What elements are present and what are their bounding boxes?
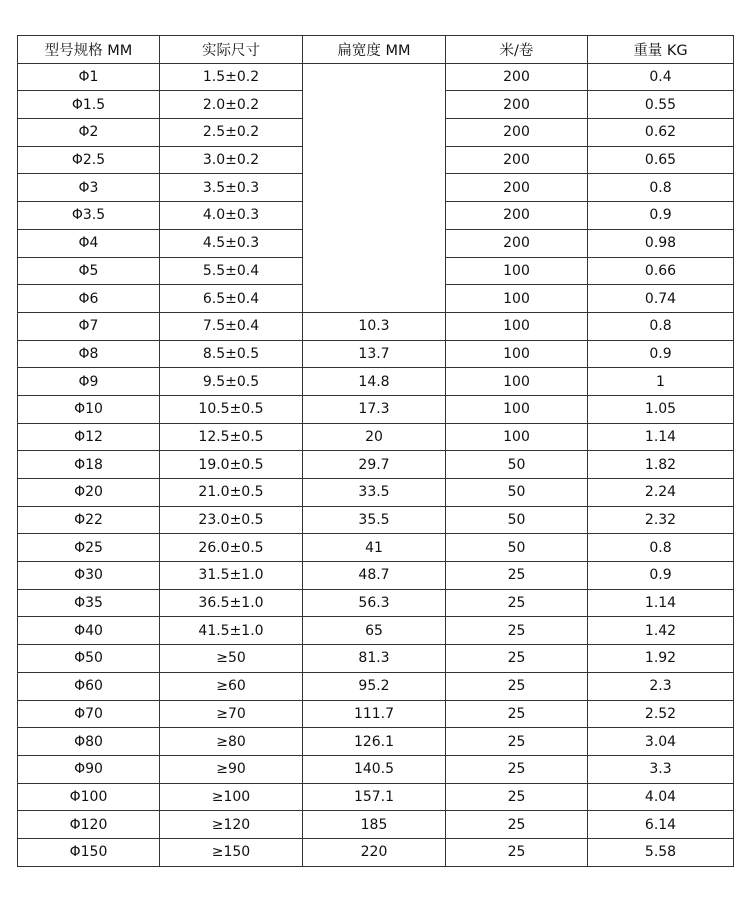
cell-weight: 0.9 xyxy=(588,202,734,230)
cell-spec: Φ10 xyxy=(18,395,160,423)
cell-width-blank xyxy=(303,63,446,312)
cell-size: 31.5±1.0 xyxy=(160,562,303,590)
cell-spec: Φ150 xyxy=(18,838,160,866)
cell-meters: 100 xyxy=(446,257,588,285)
cell-size: 6.5±0.4 xyxy=(160,285,303,313)
cell-meters: 200 xyxy=(446,229,588,257)
cell-meters: 25 xyxy=(446,755,588,783)
table-row xyxy=(18,479,734,507)
cell-spec: Φ7 xyxy=(18,312,160,340)
cell-spec: Φ80 xyxy=(18,728,160,756)
cell-spec: Φ12 xyxy=(18,423,160,451)
cell-meters: 100 xyxy=(446,340,588,368)
cell-spec: Φ60 xyxy=(18,672,160,700)
table-row xyxy=(18,340,734,368)
cell-weight: 0.55 xyxy=(588,91,734,119)
cell-meters: 25 xyxy=(446,589,588,617)
table-row xyxy=(18,811,734,839)
cell-weight: 0.8 xyxy=(588,534,734,562)
cell-meters: 200 xyxy=(446,119,588,147)
header-weight: 重量 KG xyxy=(588,36,734,64)
cell-spec: Φ9 xyxy=(18,368,160,396)
cell-weight: 4.04 xyxy=(588,783,734,811)
cell-spec: Φ120 xyxy=(18,811,160,839)
cell-meters: 100 xyxy=(446,368,588,396)
cell-weight: 2.32 xyxy=(588,506,734,534)
cell-size: 4.5±0.3 xyxy=(160,229,303,257)
table-row xyxy=(18,368,734,396)
cell-spec: Φ3.5 xyxy=(18,202,160,230)
cell-width: 220 xyxy=(303,838,446,866)
cell-weight: 0.8 xyxy=(588,312,734,340)
cell-width: 111.7 xyxy=(303,700,446,728)
table-row xyxy=(18,395,734,423)
table-row xyxy=(18,617,734,645)
cell-meters: 25 xyxy=(446,645,588,673)
cell-size: 4.0±0.3 xyxy=(160,202,303,230)
cell-size: 10.5±0.5 xyxy=(160,395,303,423)
cell-width: 95.2 xyxy=(303,672,446,700)
cell-width: 56.3 xyxy=(303,589,446,617)
cell-weight: 0.9 xyxy=(588,562,734,590)
cell-size: 41.5±1.0 xyxy=(160,617,303,645)
cell-size: 36.5±1.0 xyxy=(160,589,303,617)
cell-weight: 6.14 xyxy=(588,811,734,839)
cell-size: 7.5±0.4 xyxy=(160,312,303,340)
cell-weight: 3.3 xyxy=(588,755,734,783)
cell-meters: 50 xyxy=(446,506,588,534)
cell-spec: Φ2.5 xyxy=(18,146,160,174)
cell-size: 2.0±0.2 xyxy=(160,91,303,119)
cell-weight: 1.14 xyxy=(588,589,734,617)
cell-size: 23.0±0.5 xyxy=(160,506,303,534)
table-row xyxy=(18,423,734,451)
cell-weight: 3.04 xyxy=(588,728,734,756)
cell-size: 26.0±0.5 xyxy=(160,534,303,562)
table-row xyxy=(18,63,734,91)
cell-spec: Φ70 xyxy=(18,700,160,728)
cell-meters: 200 xyxy=(446,174,588,202)
table-row xyxy=(18,451,734,479)
cell-spec: Φ1.5 xyxy=(18,91,160,119)
cell-spec: Φ35 xyxy=(18,589,160,617)
cell-size: 3.5±0.3 xyxy=(160,174,303,202)
cell-width: 10.3 xyxy=(303,312,446,340)
cell-meters: 25 xyxy=(446,728,588,756)
cell-spec: Φ100 xyxy=(18,783,160,811)
cell-width: 41 xyxy=(303,534,446,562)
cell-spec: Φ18 xyxy=(18,451,160,479)
cell-spec: Φ40 xyxy=(18,617,160,645)
cell-size: ≥50 xyxy=(160,645,303,673)
table-row xyxy=(18,728,734,756)
cell-width: 35.5 xyxy=(303,506,446,534)
table-row xyxy=(18,562,734,590)
cell-width: 140.5 xyxy=(303,755,446,783)
cell-spec: Φ1 xyxy=(18,63,160,91)
cell-width: 48.7 xyxy=(303,562,446,590)
table-row xyxy=(18,755,734,783)
cell-size: 5.5±0.4 xyxy=(160,257,303,285)
cell-spec: Φ3 xyxy=(18,174,160,202)
cell-size: ≥150 xyxy=(160,838,303,866)
cell-spec: Φ2 xyxy=(18,119,160,147)
cell-size: ≥100 xyxy=(160,783,303,811)
cell-weight: 2.24 xyxy=(588,479,734,507)
cell-meters: 50 xyxy=(446,534,588,562)
cell-size: 8.5±0.5 xyxy=(160,340,303,368)
cell-spec: Φ8 xyxy=(18,340,160,368)
cell-meters: 200 xyxy=(446,91,588,119)
cell-weight: 0.65 xyxy=(588,146,734,174)
table-row xyxy=(18,589,734,617)
header-size: 实际尺寸 xyxy=(160,36,303,64)
cell-size: 19.0±0.5 xyxy=(160,451,303,479)
cell-meters: 100 xyxy=(446,285,588,313)
cell-weight: 1.92 xyxy=(588,645,734,673)
cell-meters: 25 xyxy=(446,838,588,866)
cell-meters: 50 xyxy=(446,479,588,507)
cell-weight: 1.42 xyxy=(588,617,734,645)
cell-width: 33.5 xyxy=(303,479,446,507)
cell-width: 20 xyxy=(303,423,446,451)
cell-width: 29.7 xyxy=(303,451,446,479)
cell-meters: 200 xyxy=(446,63,588,91)
cell-spec: Φ20 xyxy=(18,479,160,507)
cell-weight: 0.62 xyxy=(588,119,734,147)
cell-meters: 25 xyxy=(446,672,588,700)
cell-spec: Φ5 xyxy=(18,257,160,285)
spec-table xyxy=(17,35,734,867)
cell-weight: 1.14 xyxy=(588,423,734,451)
cell-weight: 1.05 xyxy=(588,395,734,423)
cell-width: 126.1 xyxy=(303,728,446,756)
cell-weight: 0.66 xyxy=(588,257,734,285)
cell-meters: 100 xyxy=(446,423,588,451)
table-row xyxy=(18,672,734,700)
cell-spec: Φ25 xyxy=(18,534,160,562)
cell-weight: 0.4 xyxy=(588,63,734,91)
cell-weight: 2.3 xyxy=(588,672,734,700)
cell-width: 13.7 xyxy=(303,340,446,368)
header-width: 扁宽度 MM xyxy=(303,36,446,64)
cell-size: 1.5±0.2 xyxy=(160,63,303,91)
cell-size: ≥90 xyxy=(160,755,303,783)
header-row xyxy=(18,36,734,64)
cell-weight: 0.98 xyxy=(588,229,734,257)
cell-size: ≥70 xyxy=(160,700,303,728)
table-row xyxy=(18,838,734,866)
cell-spec: Φ30 xyxy=(18,562,160,590)
cell-meters: 25 xyxy=(446,783,588,811)
table-row xyxy=(18,645,734,673)
cell-width: 185 xyxy=(303,811,446,839)
cell-meters: 25 xyxy=(446,562,588,590)
cell-width: 17.3 xyxy=(303,395,446,423)
cell-width: 157.1 xyxy=(303,783,446,811)
table-row xyxy=(18,783,734,811)
table-row xyxy=(18,534,734,562)
cell-width: 81.3 xyxy=(303,645,446,673)
header-meters: 米/卷 xyxy=(446,36,588,64)
cell-size: 2.5±0.2 xyxy=(160,119,303,147)
cell-meters: 100 xyxy=(446,395,588,423)
cell-spec: Φ90 xyxy=(18,755,160,783)
cell-weight: 0.8 xyxy=(588,174,734,202)
cell-size: ≥80 xyxy=(160,728,303,756)
cell-meters: 25 xyxy=(446,617,588,645)
cell-weight: 2.52 xyxy=(588,700,734,728)
cell-size: 3.0±0.2 xyxy=(160,146,303,174)
cell-width: 65 xyxy=(303,617,446,645)
cell-spec: Φ4 xyxy=(18,229,160,257)
table-row xyxy=(18,506,734,534)
cell-size: ≥60 xyxy=(160,672,303,700)
cell-size: ≥120 xyxy=(160,811,303,839)
cell-weight: 1 xyxy=(588,368,734,396)
cell-size: 21.0±0.5 xyxy=(160,479,303,507)
cell-width: 14.8 xyxy=(303,368,446,396)
cell-meters: 100 xyxy=(446,312,588,340)
table-row xyxy=(18,700,734,728)
cell-meters: 25 xyxy=(446,811,588,839)
cell-spec: Φ50 xyxy=(18,645,160,673)
cell-weight: 0.74 xyxy=(588,285,734,313)
cell-size: 9.5±0.5 xyxy=(160,368,303,396)
cell-meters: 25 xyxy=(446,700,588,728)
cell-weight: 1.82 xyxy=(588,451,734,479)
cell-weight: 5.58 xyxy=(588,838,734,866)
header-spec: 型号规格 MM xyxy=(18,36,160,64)
cell-size: 12.5±0.5 xyxy=(160,423,303,451)
cell-meters: 50 xyxy=(446,451,588,479)
table-body xyxy=(18,63,734,866)
cell-spec: Φ6 xyxy=(18,285,160,313)
cell-spec: Φ22 xyxy=(18,506,160,534)
cell-weight: 0.9 xyxy=(588,340,734,368)
cell-meters: 200 xyxy=(446,146,588,174)
table-row xyxy=(18,312,734,340)
cell-meters: 200 xyxy=(446,202,588,230)
